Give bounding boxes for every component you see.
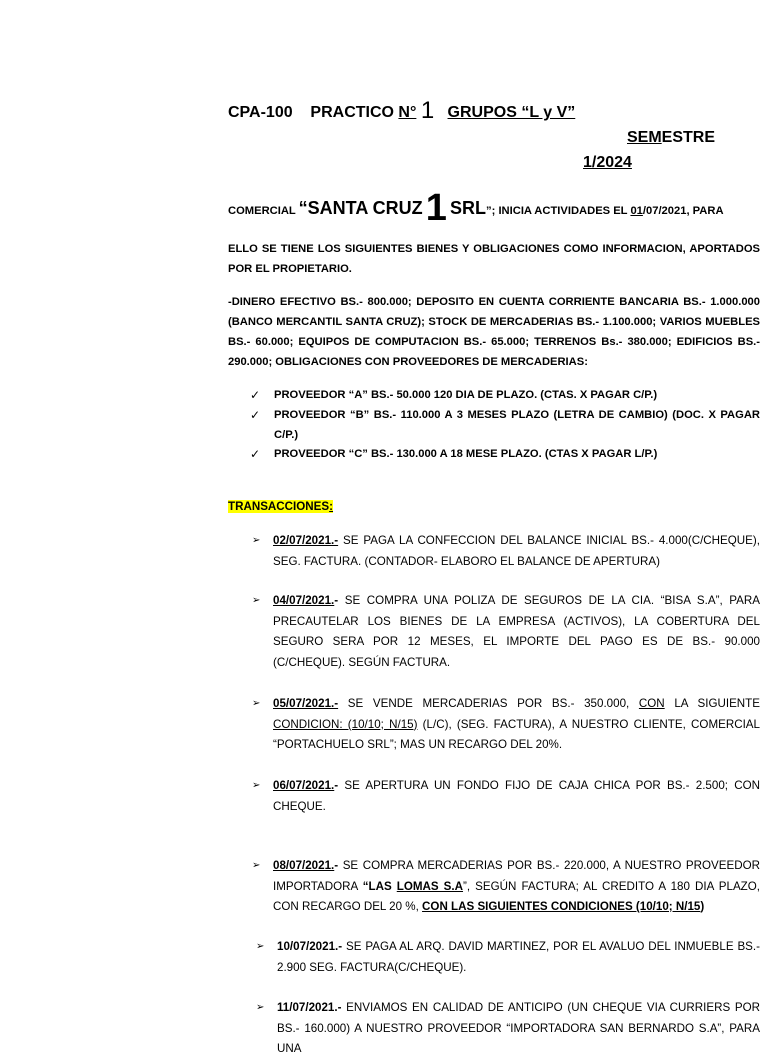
transaction-item: ➢ 04/07/2021.- SE COMPRA UNA POLIZA DE SEGUROS DE LA CIA. “BISA S.A”, PARA PRECAUTELAR LOS BIENES DE LA EMPRESA (ACTIVOS), LA COBERTURA DEL SEGURO SERA POR 12 MESES, EL IMPORTE DEL PAGO ES DE BS.- 90.000 (C/CHEQUE). SEGÚN FACTURA. [252, 591, 760, 673]
transaction-item: ➢ 11/07/2021.- ENVIAMOS EN CALIDAD DE ANTICIPO (UN CHEQUE VIA CURRIERS POR BS.- 160.000) A NUESTRO PROVEEDOR “IMPORTADORA SAN BERNARDO S.A”, PARA UNA [256, 998, 760, 1060]
intro-paragraph: ELLO SE TIENE LOS SIGUIENTES BIENES Y OBLIGACIONES COMO INFORMACION, APORTADOS POR EL PROPIETARIO. [228, 243, 760, 275]
check-icon: ✓ [250, 447, 261, 461]
transaction-item: ➢ 06/07/2021.- SE APERTURA UN FONDO FIJO DE CAJA CHICA POR BS.- 2.500; CON CHEQUE. [252, 776, 760, 817]
arrow-bullet-icon: ➢ [252, 860, 261, 871]
intro-line: COMERCIAL “SANTA CRUZ 1 SRL”; INICIA ACTIVIDADES EL 01/07/2021, PARA [228, 187, 724, 229]
semester-label: SEMESTRE [627, 129, 716, 146]
arrow-bullet-icon: ➢ [252, 698, 261, 709]
company-name-b: SRL [450, 198, 487, 218]
transaction-item: ➢ 05/07/2021.- SE VENDE MERCADERIAS POR BS.- 350.000, CON LA SIGUIENTE CONDICION: (10/10; N/15) (L/C), (SEG. FACTURA), A NUESTRO CLIENTE, COMERCIAL “PORTACHUELO SRL”; MAS UN RECARGO DEL 20%. [252, 694, 760, 756]
semester-period: 1/2024 [583, 154, 632, 171]
supplier-item: ✓ PROVEEDOR “C” BS.- 130.000 A 18 MESE PLAZO. (CTAS X PAGAR L/P.) [250, 444, 760, 464]
arrow-bullet-icon: ➢ [252, 595, 261, 606]
grupos-label: GRUPOS “L y V” [447, 104, 576, 121]
practico-label: PRACTICO [310, 104, 394, 121]
transacciones-heading: TRANSACCIONES: [228, 500, 334, 513]
course-code: CPA-100 [228, 104, 293, 121]
arrow-bullet-icon: ➢ [252, 780, 261, 791]
arrow-bullet-icon: ➢ [252, 535, 261, 546]
company-number: 1 [425, 187, 447, 229]
transaction-item: ➢ 02/07/2021.- SE PAGA LA CONFECCION DEL BALANCE INICIAL BS.- 4.000(C/CHEQUE), SEG. FACTURA. (CONTADOR- ELABORO EL BALANCE DE APERTURA) [252, 531, 760, 572]
assets-paragraph: -DINERO EFECTIVO BS.- 800.000; DEPOSITO EN CUENTA CORRIENTE BANCARIA BS.- 1.000.000 (BANCO MERCANTIL SANTA CRUZ); STOCK DE MERCADERIAS BS.- 1.100.000; VARIOS MUEBLES BS.- 60.000; EQUIPOS DE COMPUTACION BS.- 65.000; TERRENOS Bs.- 380.000; EDIFICIOS BS.- 290.000; OBLIGACIONES CON PROVEEDORES DE MERCADERIAS: [228, 296, 760, 368]
numero-sign: N° [398, 104, 417, 121]
transaction-item: ➢ 08/07/2021.- SE COMPRA MERCADERIAS POR BS.- 220.000, A NUESTRO PROVEEDOR IMPORTADORA “LAS LOMAS S.A”, SEGÚN FACTURA; AL CREDITO A 180 DIA PLAZO, CON RECARGO DEL 20 %, CON LAS SIGUIENTES CONDICIONES (10/10; N/15) [252, 856, 760, 918]
company-name-a: SANTA CRUZ [307, 198, 423, 218]
arrow-bullet-icon: ➢ [256, 1002, 265, 1013]
practico-number: 1 [420, 97, 435, 124]
check-icon: ✓ [250, 408, 261, 422]
check-icon: ✓ [250, 388, 261, 402]
supplier-item: ✓ PROVEEDOR “B” BS.- 110.000 A 3 MESES PLAZO (LETRA DE CAMBIO) (DOC. X PAGAR C/P.) [250, 405, 760, 445]
supplier-item: ✓ PROVEEDOR “A” BS.- 50.000 120 DIA DE PLAZO. (CTAS. X PAGAR C/P.) [250, 385, 760, 405]
transaction-item: ➢ 10/07/2021.- SE PAGA AL ARQ. DAVID MARTINEZ, POR EL AVALUO DEL INMUEBLE BS.- 2.900 SEG. FACTURA(C/CHEQUE). [256, 937, 760, 978]
document-title [228, 97, 575, 125]
arrow-bullet-icon: ➢ [256, 941, 265, 952]
